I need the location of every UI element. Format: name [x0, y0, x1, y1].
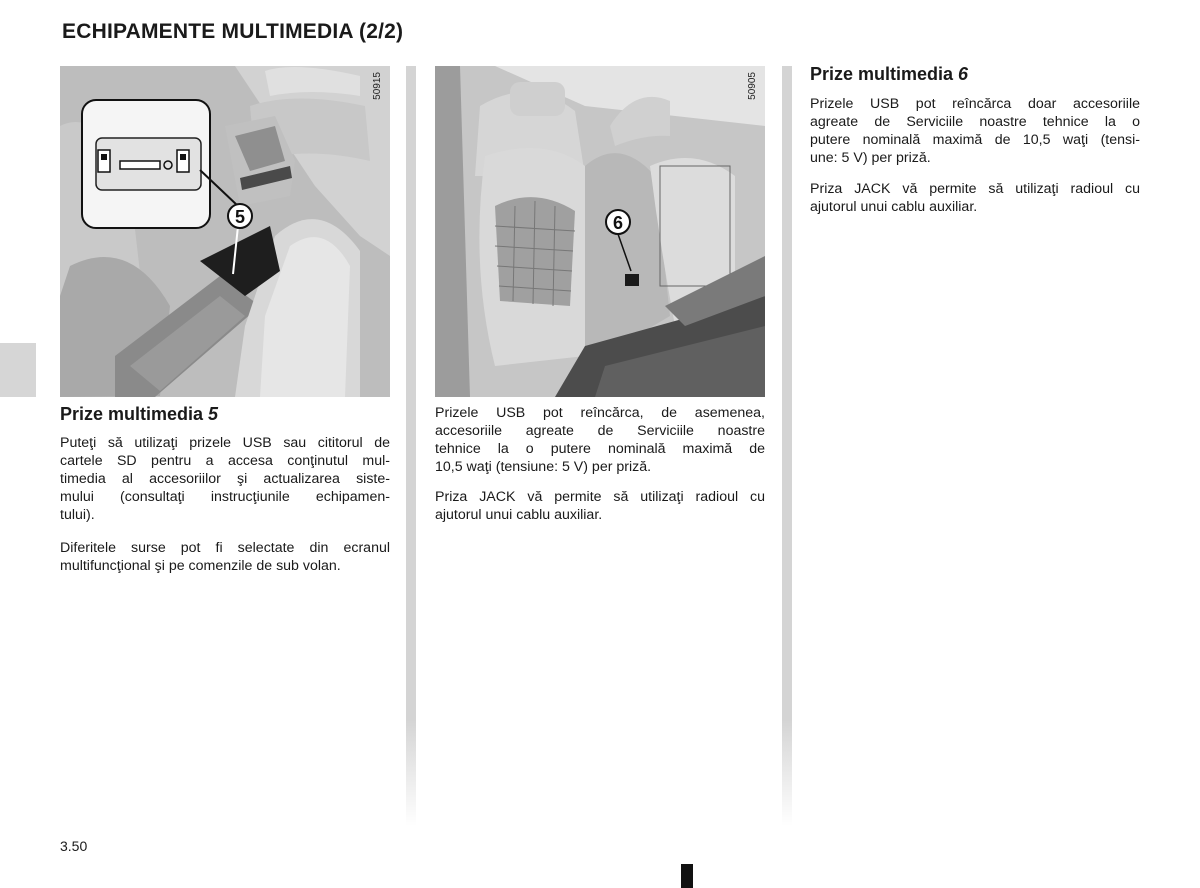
section-heading-6: Prize multimedia 6	[810, 64, 969, 84]
page-title: ECHIPAMENTE MULTIMEDIA (2/2)	[62, 20, 404, 43]
text-line: une: 5 V) per priză.	[810, 150, 931, 166]
figure-code: 50905	[747, 72, 758, 100]
text-line: ajutorul unui cablu auxiliar.	[810, 199, 978, 215]
paragraph-usb-sd	[60, 434, 390, 524]
text-line: ajutorul unui cablu auxiliar.	[435, 507, 603, 523]
paragraph-sources	[60, 539, 390, 575]
text-line: Puteţi să utilizaţi prizele USB sau cititorul de	[60, 435, 390, 451]
text-line: tului).	[60, 507, 95, 523]
text-line: putere nominală maximă de 10,5 waţi (tensi-	[810, 132, 1140, 148]
callout-5: 5	[234, 207, 246, 227]
text-line: agreate de Serviciile noastre tehnice la o	[810, 114, 1140, 130]
text-line: tehnice la o putere nominală maximă de	[435, 441, 765, 457]
column-separator	[406, 66, 416, 826]
paragraph-usb-charge-rear	[810, 95, 1140, 167]
paragraph-jack-rear	[810, 180, 1140, 216]
figure-code: 50915	[372, 72, 383, 100]
figure-console-usb	[60, 66, 390, 397]
rear-seat-usb-illustration	[435, 66, 765, 397]
text-line: timedia al accesoriilor şi actualizarea siste-	[60, 471, 390, 487]
text-line: Priza JACK vă permite să utilizaţi radioul cu	[810, 181, 1140, 197]
column-separator	[782, 66, 792, 826]
page-marker	[681, 864, 693, 888]
figure-rear-usb	[435, 66, 765, 397]
text-line: 10,5 waţi (tensiune: 5 V) per priză.	[435, 459, 652, 475]
chapter-tab	[0, 343, 36, 397]
text-line: Diferitele surse pot fi selectate din ecranul	[60, 540, 390, 556]
text-line: cartele SD pentru a accesa conţinutul mul-	[60, 453, 390, 469]
paragraph-usb-charge	[435, 404, 765, 476]
text-line: mului (consultaţi instrucţiunile echipamen-	[60, 489, 390, 505]
page-number: 3.50	[60, 838, 88, 854]
text-line: accesoriile agreate de Serviciile noastre	[435, 423, 765, 439]
paragraph-jack	[435, 488, 765, 524]
text-line: multifuncţional şi pe comenzile de sub volan.	[60, 558, 341, 574]
text-line: Prizele USB pot reîncărca doar accesoriile	[810, 96, 1140, 112]
text-line: Prizele USB pot reîncărca, de asemenea,	[435, 405, 765, 421]
callout-6: 6	[612, 213, 624, 233]
section-heading-5: Prize multimedia 5	[60, 404, 219, 424]
console-usb-sd-illustration	[60, 66, 390, 397]
text-line: Priza JACK vă permite să utilizaţi radioul cu	[435, 489, 765, 505]
